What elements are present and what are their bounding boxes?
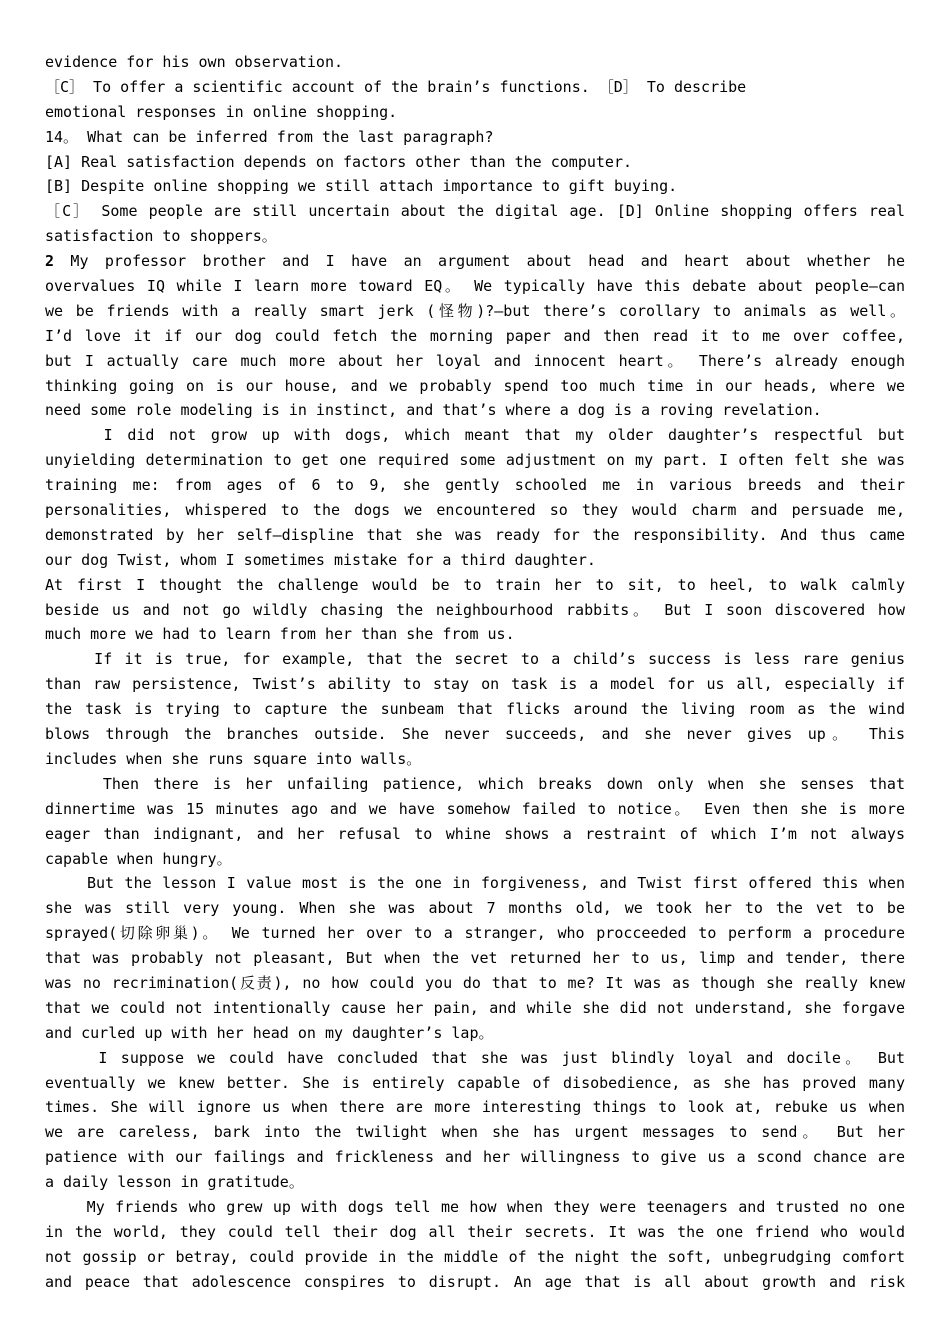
passage-line-text: we are careless, bark into the twilight when she has urgent messages to send。 But her <box>45 1123 905 1142</box>
passage-line-text: My professor brother and I have an argument about head and heart about whether he <box>54 252 905 271</box>
passage-line <box>45 1145 905 1170</box>
passage-line-text: the task is trying to capture the sunbeam that flicks around the living room as the wind <box>45 700 905 719</box>
passage-line-text: that was probably not pleasant, But when the vet returned her to us, limp and tender, there <box>45 949 905 968</box>
prev-question-options-cd <box>45 75 905 100</box>
question-14-option-c: ［C］ Some people are still uncertain about the digital age. <box>45 202 606 221</box>
passage-line-text: Then there is her unfailing patience, which breaks down only when she senses that <box>45 774 905 793</box>
passage-line-text: we be friends with a really smart jerk (怪物)?—but there’s corollary to animals as well。 <box>45 301 905 320</box>
passage-line <box>45 1170 905 1195</box>
passage-line-text: thinking going on is our house, and we probably spend too much time in our heads, where we <box>45 376 905 395</box>
passage-line <box>45 921 905 946</box>
prev-question-tail: evidence for his own observation. <box>45 53 344 71</box>
question-14-option-a: [A] Real satisfaction depends on factors other than the computer. <box>45 152 632 171</box>
passage-line-text: I did not grow up with dogs, which meant that my older daughter’s respectful but <box>45 426 905 445</box>
passage-line-text: If it is true, for example, that the secret to a child’s success is less rare genius <box>45 650 905 669</box>
passage-line-text: My friends who grew up with dogs tell me how when they were teenagers and trusted no one <box>45 1197 905 1216</box>
passage-line <box>45 398 905 423</box>
passage-line-text: eager than indignant, and her refusal to whine shows a restraint of which I’m not always <box>45 824 905 843</box>
passage-line <box>45 1046 905 1071</box>
passage-line-text: beside us and not go wildly chasing the neighbourhood rabbits。 But I soon discovered how <box>45 600 905 619</box>
passage-line <box>45 871 905 896</box>
passage-line <box>45 523 905 548</box>
passage-line-text: training me: from ages of 6 to 9, she gently schooled me in various breeds and their <box>45 476 905 495</box>
passage-line-text: and peace that adolescence conspires to disrupt. An age that is all about growth and risk <box>45 1272 905 1291</box>
passage-line <box>45 274 905 299</box>
passage-line-text: But the lesson I value most is the one in forgiveness, and Twist first offered this when <box>45 874 905 893</box>
passage-line-text: blows through the branches outside. She never succeeds, and she never gives up。 This <box>45 725 905 744</box>
passage-line-text: unyielding determination to get one required some adjustment on my part. I often felt she was <box>45 451 905 470</box>
prev-option-d: ［D］ To describe <box>598 77 747 96</box>
document-page <box>45 50 905 1295</box>
passage-line-text: she was still very young. When she was about 7 months old, we took her to the vet to be <box>45 899 905 918</box>
passage-line <box>45 747 905 772</box>
question-14-stem: 14。 What can be inferred from the last paragraph? <box>45 127 494 146</box>
passage-line-text: our dog Twist, whom I sometimes mistake for a third daughter. <box>45 550 596 569</box>
passage-line <box>45 697 905 722</box>
passage-line-text: overvalues IQ while I learn more toward EQ。 We typically have this debate about people—can <box>45 277 905 296</box>
passage-line <box>45 324 905 349</box>
passage-line-text: At first I thought the challenge would be to train her to sit, to heel, to walk calmly <box>45 575 905 594</box>
passage-line-text: capable when hungry。 <box>45 849 232 868</box>
passage-line <box>45 598 905 623</box>
passage-line <box>45 299 905 324</box>
passage-line <box>45 448 905 473</box>
passage-line <box>45 1220 905 1245</box>
passage-line-text: that we could not intentionally cause her pain, and while she did not understand, she forgave <box>45 998 905 1017</box>
passage-line-text: eventually we knew better. She is entirely capable of disobedience, as she has proved many <box>45 1073 905 1092</box>
passage-line-text: personalities, whispered to the dogs we encountered so they would charm and persuade me, <box>45 501 905 520</box>
passage-line-text: in the world, they could tell their dog all their secrets. It was the one friend who would <box>45 1222 905 1241</box>
passage-line <box>45 847 905 872</box>
passage-line-text: not gossip or betray, could provide in the middle of the night the soft, unbegrudging comfort <box>45 1247 905 1266</box>
passage-line <box>45 1270 905 1295</box>
passage-line <box>45 722 905 747</box>
passage-line <box>45 797 905 822</box>
passage-line <box>45 548 905 573</box>
passage-number: 2 <box>45 252 55 271</box>
passage-2 <box>45 249 905 1294</box>
passage-line-text: I’d love it if our dog could fetch the morning paper and then read it to me over coffee, <box>45 326 905 345</box>
passage-line-text: demonstrated by her self—displine that she was ready for the responsibility. And thus came <box>45 525 905 544</box>
passage-line <box>45 971 905 996</box>
passage-line <box>45 473 905 498</box>
prev-option-c: ［C］ To offer a scientific account of the brain’s functions. <box>45 77 590 96</box>
passage-line <box>45 946 905 971</box>
prev-option-d-cont: emotional responses in online shopping. <box>45 102 398 121</box>
passage-line <box>45 622 905 647</box>
passage-line-text: dinnertime was 15 minutes ago and we have somehow failed to notice。 Even then she is more <box>45 799 905 818</box>
question-14-options-cd <box>45 199 905 224</box>
passage-line <box>45 996 905 1021</box>
passage-line-text: was no recrimination(反责), no how could you do that to me? It was as though she really knew <box>45 973 905 992</box>
passage-line-text: times. She will ignore us when there are more interesting things to look at, rebuke us when <box>45 1098 905 1117</box>
passage-line <box>45 498 905 523</box>
passage-line <box>45 1120 905 1145</box>
passage-line-text: I suppose we could have concluded that she was just blindly loyal and docile。 But <box>45 1048 905 1067</box>
passage-line-text: a daily lesson in gratitude。 <box>45 1173 304 1192</box>
passage-line <box>45 374 905 399</box>
question-14-option-b: [B] Despite online shopping we still attach importance to gift buying. <box>45 177 678 196</box>
passage-line-text: includes when she runs square into walls。 <box>45 749 422 768</box>
passage-line <box>45 1021 905 1046</box>
passage-line <box>45 249 905 274</box>
passage-line <box>45 1245 905 1270</box>
passage-line <box>45 423 905 448</box>
passage-line-text: but I actually care much more about her loyal and innocent heart。 There’s already enough <box>45 351 905 370</box>
passage-line <box>45 1095 905 1120</box>
passage-line <box>45 349 905 374</box>
passage-line <box>45 896 905 921</box>
passage-line-text: and curled up with her head on my daughter’s lap。 <box>45 1023 494 1042</box>
passage-line <box>45 822 905 847</box>
question-14-option-d-cont: satisfaction to shoppers。 <box>45 227 277 246</box>
passage-line-text: sprayed(切除卵巢)。 We turned her over to a stranger, who procceeded to perform a procedure <box>45 924 905 943</box>
passage-line-text: than raw persistence, Twist’s ability to stay on task is a model for us all, especially if <box>45 675 905 694</box>
passage-line <box>45 1195 905 1220</box>
passage-line <box>45 672 905 697</box>
passage-line-text: need some role modeling is in instinct, and that’s where a dog is a roving revelation. <box>45 401 822 420</box>
question-14-option-d: [D] Online shopping offers real <box>616 202 905 221</box>
passage-line <box>45 573 905 598</box>
passage-line <box>45 1071 905 1096</box>
passage-line <box>45 647 905 672</box>
passage-line-text: patience with our failings and frickleness and her willingness to give us a scond chance are <box>45 1148 905 1167</box>
passage-line <box>45 772 905 797</box>
passage-line-text: much more we had to learn from her than she from us. <box>45 625 515 644</box>
